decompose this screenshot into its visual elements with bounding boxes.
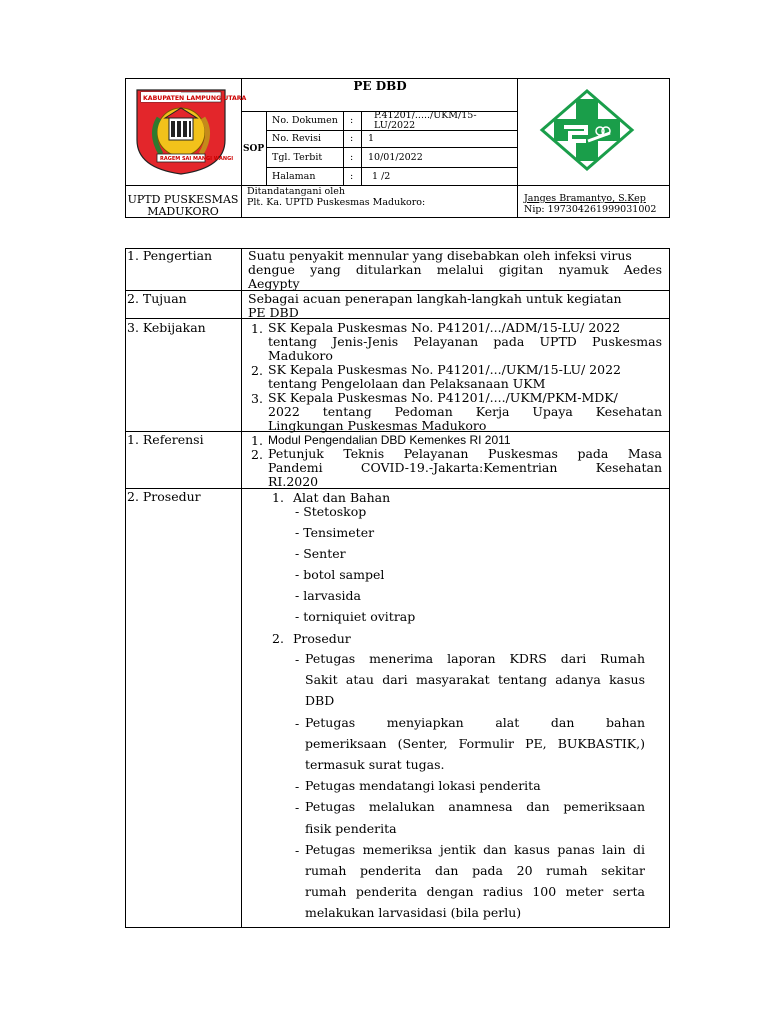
pengertian-line-2: dengue yang ditularkan melalui gigitan nyamuk Aedes xyxy=(248,262,662,277)
kebijakan-num-3: 3. xyxy=(251,391,263,406)
meta-label-terbit: Tgl. Terbit xyxy=(272,152,323,163)
meta-value-revisi: 1 xyxy=(368,133,375,144)
signed-by-line-1: Ditandatangani oleh xyxy=(247,186,346,197)
referensi-1-line-1: Modul Pengendalian DBD Kemenkes RI 2011 xyxy=(268,433,511,447)
meta-sep: : xyxy=(350,171,354,182)
step-dash: - xyxy=(295,652,300,667)
kebijakan-3-line-1: SK Kepala Puskesmas No. P41201/..../UKM/PKM-MDK/ xyxy=(268,390,618,405)
divider xyxy=(266,147,518,148)
step-2-line-3: termasuk surat tugas. xyxy=(305,757,445,772)
kebijakan-2-line-1: SK Kepala Puskesmas No. P41201/.../UKM/15-LU/ 2022 xyxy=(268,362,621,377)
divider xyxy=(125,318,670,319)
prosedur-heading: Prosedur xyxy=(293,631,351,646)
step-dash: - xyxy=(295,716,300,731)
motto-text: RAGEM SAI MANGI WANGI xyxy=(160,156,234,162)
kebijakan-3-line-3: Lingkungan Puskesmas Madukoro xyxy=(268,418,487,433)
kebijakan-3-line-2: 2022 tentang Pedoman Kerja Upaya Kesehatan xyxy=(268,404,662,419)
step-dash: - xyxy=(295,843,300,858)
kebijakan-2-line-2: tentang Pengelolaan dan Pelaksanaan UKM xyxy=(268,376,546,391)
divider xyxy=(241,248,242,928)
step-dash: - xyxy=(295,800,300,815)
alat-heading: Alat dan Bahan xyxy=(293,490,391,505)
alat-heading-num: 1. xyxy=(272,490,284,505)
meta-sep: : xyxy=(350,115,354,126)
divider xyxy=(517,78,518,218)
meta-label-halaman: Halaman xyxy=(272,171,316,182)
kabupaten-text: KABUPATEN LAMPUNG UTARA xyxy=(143,95,247,102)
sop-label: SOP xyxy=(243,144,265,154)
signer-nip: Nip: 197304261999031002 xyxy=(524,204,657,215)
divider xyxy=(125,185,670,186)
kebijakan-1-line-1: SK Kepala Puskesmas No. P41201/.../ADM/15-LU/ 2022 xyxy=(268,320,621,335)
meta-sep: : xyxy=(350,152,354,163)
document-title: PE DBD xyxy=(353,79,407,93)
divider xyxy=(361,111,362,185)
meta-label-dokumen: No. Dokumen xyxy=(272,115,338,126)
prosedur-heading-num: 2. xyxy=(272,631,284,646)
step-4-line-1: Petugas melalukan anamnesa dan pemeriksaan xyxy=(305,799,645,814)
meta-label-revisi: No. Revisi xyxy=(272,133,321,144)
referensi-2-line-1: Petunjuk Teknis Pelayanan Puskesmas pada Masa xyxy=(268,446,662,461)
kebijakan-1-line-2: tentang Jenis-Jenis Pelayanan pada UPTD Puskesmas xyxy=(268,334,662,349)
alat-item: - larvasida xyxy=(295,588,362,603)
step-2-line-1: Petugas menyiapkan alat dan bahan xyxy=(305,715,645,730)
step-1-line-2: Sakit atau dari masyarakat tentang adanya kasus xyxy=(305,672,645,687)
alat-item: - Senter xyxy=(295,546,346,561)
divider xyxy=(266,167,518,168)
step-1-line-3: DBD xyxy=(305,693,335,708)
step-5-line-1: Petugas memeriksa jentik dan kasus panas lain di xyxy=(305,842,645,857)
referensi-num-1: 1. xyxy=(251,433,263,448)
section-label-prosedur: 2. Prosedur xyxy=(127,489,201,504)
divider xyxy=(125,488,670,489)
step-dash: - xyxy=(295,779,300,794)
divider xyxy=(266,111,267,185)
meta-value-dokumen-1: P.41201/...../UKM/15- xyxy=(374,110,477,121)
step-1-line-1: Petugas menerima laporan KDRS dari Rumah xyxy=(305,651,645,666)
section-label-referensi: 1. Referensi xyxy=(127,432,204,447)
step-2-line-2: pemeriksaan (Senter, Formulir PE, BUKBASTIK,) xyxy=(305,736,645,751)
step-3-line-1: Petugas mendatangi lokasi penderita xyxy=(305,778,541,793)
meta-value-halaman: 1 /2 xyxy=(372,171,391,182)
regency-logo xyxy=(135,88,247,176)
tujuan-line-1: Sebagai acuan penerapan langkah-langkah untuk kegiatan xyxy=(248,291,622,306)
signed-by-line-2: Plt. Ka. UPTD Puskesmas Madukoro: xyxy=(247,197,426,208)
section-label-kebijakan: 3. Kebijakan xyxy=(127,320,206,335)
pengertian-line-1: Suatu penyakit mennular yang disebabkan oleh infeksi virus xyxy=(248,248,632,263)
kebijakan-1-line-3: Madukoro xyxy=(268,348,333,363)
kebijakan-num-1: 1. xyxy=(251,321,263,336)
meta-value-dokumen-2: LU/2022 xyxy=(374,120,416,131)
meta-value-terbit: 10/01/2022 xyxy=(368,152,423,163)
referensi-2-line-2: Pandemi COVID-19.-Jakarta:Kementrian Kesehatan xyxy=(268,460,662,475)
alat-item: - Stetoskop xyxy=(295,504,367,519)
step-5-line-2: rumah penderita dan pada 20 rumah sekitar xyxy=(305,863,645,878)
pengertian-line-3: Aegypty xyxy=(248,276,300,291)
step-5-line-4: melakukan larvasidasi (bila perlu) xyxy=(305,905,522,920)
unit-name xyxy=(126,194,240,218)
alat-item: - Tensimeter xyxy=(295,525,375,540)
divider xyxy=(343,111,344,185)
unit-line-1: UPTD PUSKESMAS xyxy=(127,193,239,206)
unit-line-2: MADUKORO xyxy=(147,205,219,218)
referensi-num-2: 2. xyxy=(251,447,263,462)
procedure-table xyxy=(125,248,670,928)
alat-item: - botol sampel xyxy=(295,567,385,582)
step-5-line-3: rumah penderita dengan radius 100 meter serta xyxy=(305,884,645,899)
meta-sep: : xyxy=(350,133,354,144)
puskesmas-cross-logo xyxy=(540,89,634,171)
tujuan-line-2: PE DBD xyxy=(248,305,299,320)
section-label-tujuan: 2. Tujuan xyxy=(127,291,187,306)
signer-name: Janges Bramantyo, S.Kep xyxy=(524,193,646,204)
step-4-line-2: fisik penderita xyxy=(305,821,397,836)
referensi-2-line-3: RI.2020 xyxy=(268,474,319,489)
kebijakan-num-2: 2. xyxy=(251,363,263,378)
alat-item: - torniquiet ovitrap xyxy=(295,609,416,624)
section-label-pengertian: 1. Pengertian xyxy=(127,248,213,263)
